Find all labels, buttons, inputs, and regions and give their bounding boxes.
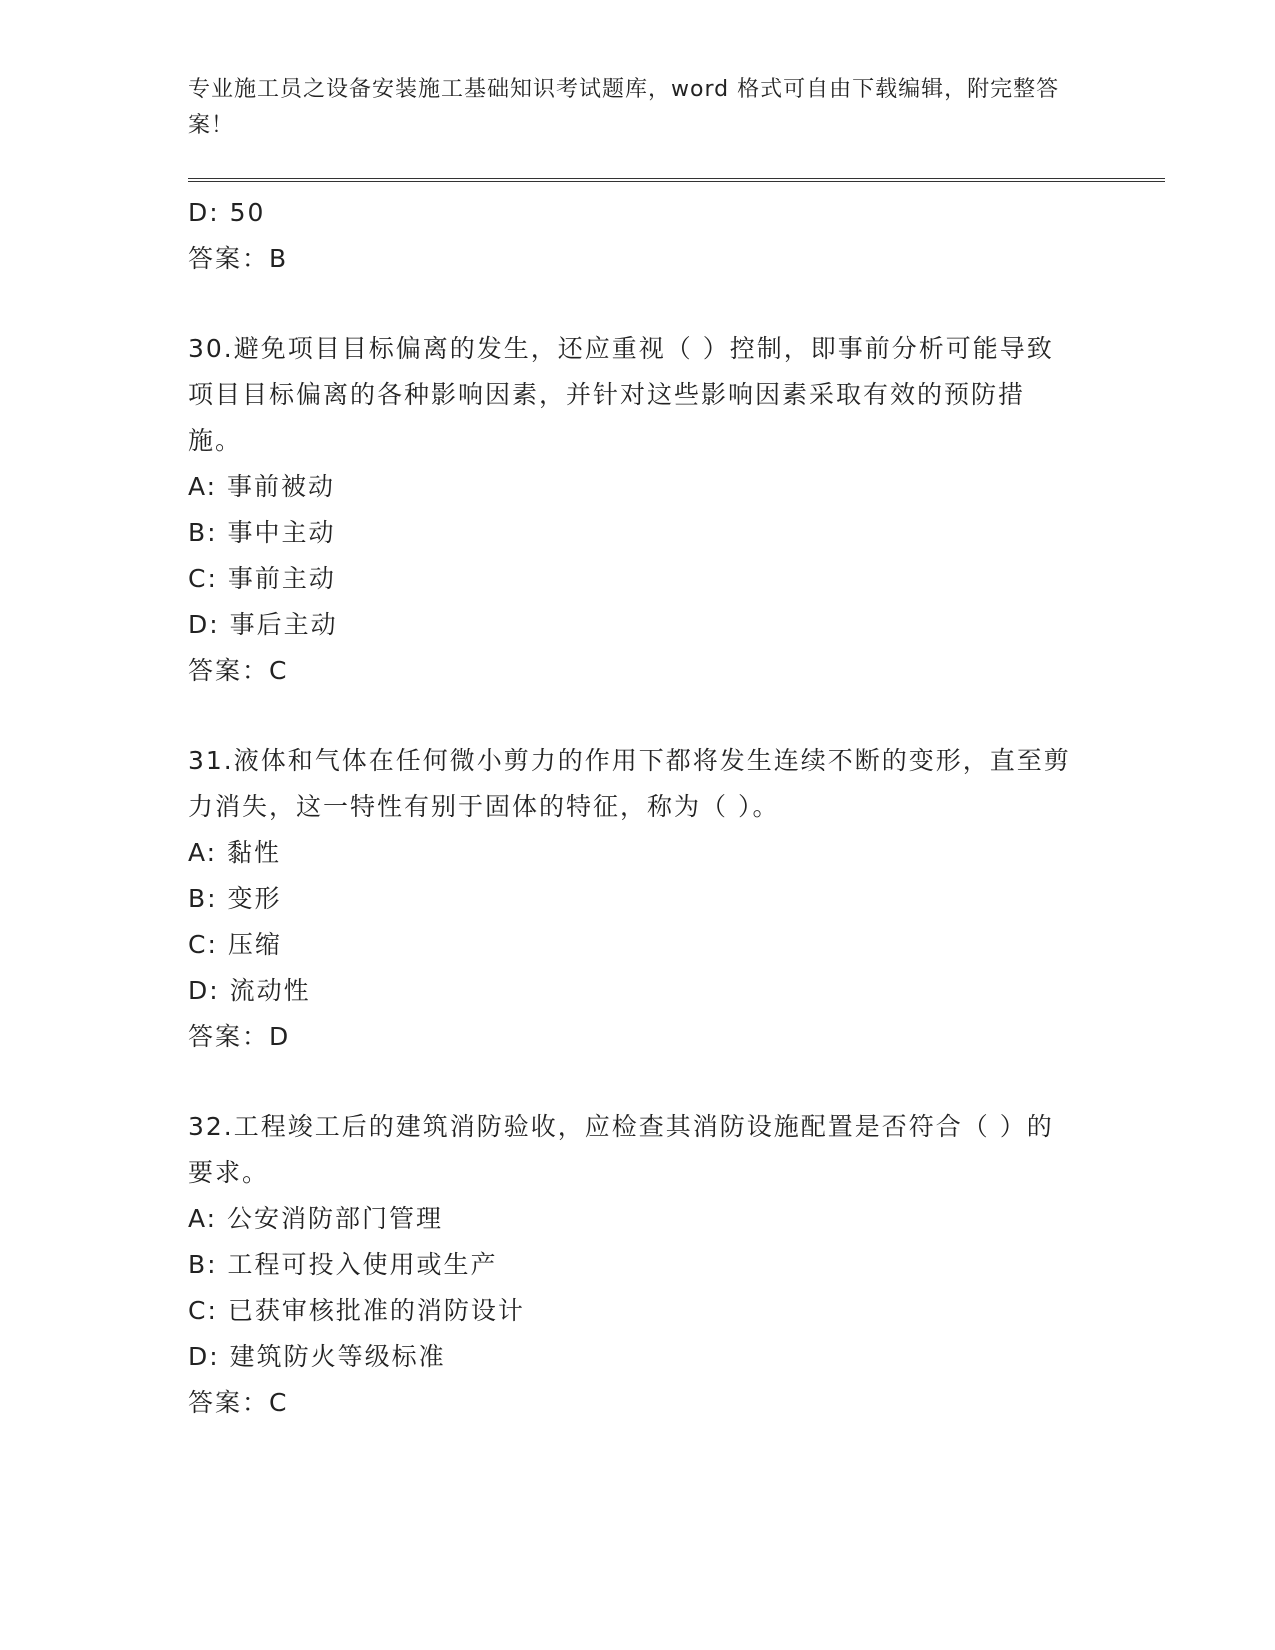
question-32 [188, 1104, 1088, 1426]
option-b: B: 事中主动 [188, 518, 336, 547]
option-c: C: 事前主动 [188, 564, 336, 593]
question-stem: 30.避免项目目标偏离的发生，还应重视（ ）控制，即事前分析可能导致项目目标偏离的各种影响因素，并针对这些影响因素采取有效的预防措施。 [188, 334, 1054, 455]
spacer [188, 694, 1088, 738]
option-a: A: 黏性 [188, 838, 282, 867]
header-divider [188, 178, 1165, 182]
question-30 [188, 326, 1088, 694]
option-b: B: 变形 [188, 884, 282, 913]
option-d: D: 流动性 [188, 976, 311, 1005]
page-header [188, 72, 1068, 144]
option-b: B: 工程可投入使用或生产 [188, 1250, 498, 1279]
spacer [188, 282, 1088, 326]
answer: 答案：D [188, 1022, 291, 1051]
option-d: D: 事后主动 [188, 610, 338, 639]
answer: 答案：C [188, 656, 289, 685]
question-stem: 31.液体和气体在任何微小剪力的作用下都将发生连续不断的变形，直至剪力消失，这一特性有别于固体的特征，称为（ ）。 [188, 746, 1071, 821]
option-c: C: 压缩 [188, 930, 282, 959]
answer-fragment: 答案：B [188, 244, 289, 273]
option-a: A: 事前被动 [188, 472, 336, 501]
option-c: C: 已获审核批准的消防设计 [188, 1296, 525, 1325]
option-d-fragment: D: 50 [188, 198, 266, 227]
option-d: D: 建筑防火等级标准 [188, 1342, 446, 1371]
answer: 答案：C [188, 1388, 289, 1417]
header-text: 专业施工员之设备安装施工基础知识考试题库，word 格式可自由下载编辑，附完整答案！ [188, 77, 1060, 138]
option-a: A: 公安消防部门管理 [188, 1204, 444, 1233]
spacer [188, 1060, 1088, 1104]
question-stem: 32.工程竣工后的建筑消防验收，应检查其消防设施配置是否符合（ ）的要求。 [188, 1112, 1054, 1187]
question-31 [188, 738, 1088, 1060]
document-body [188, 190, 1088, 1426]
